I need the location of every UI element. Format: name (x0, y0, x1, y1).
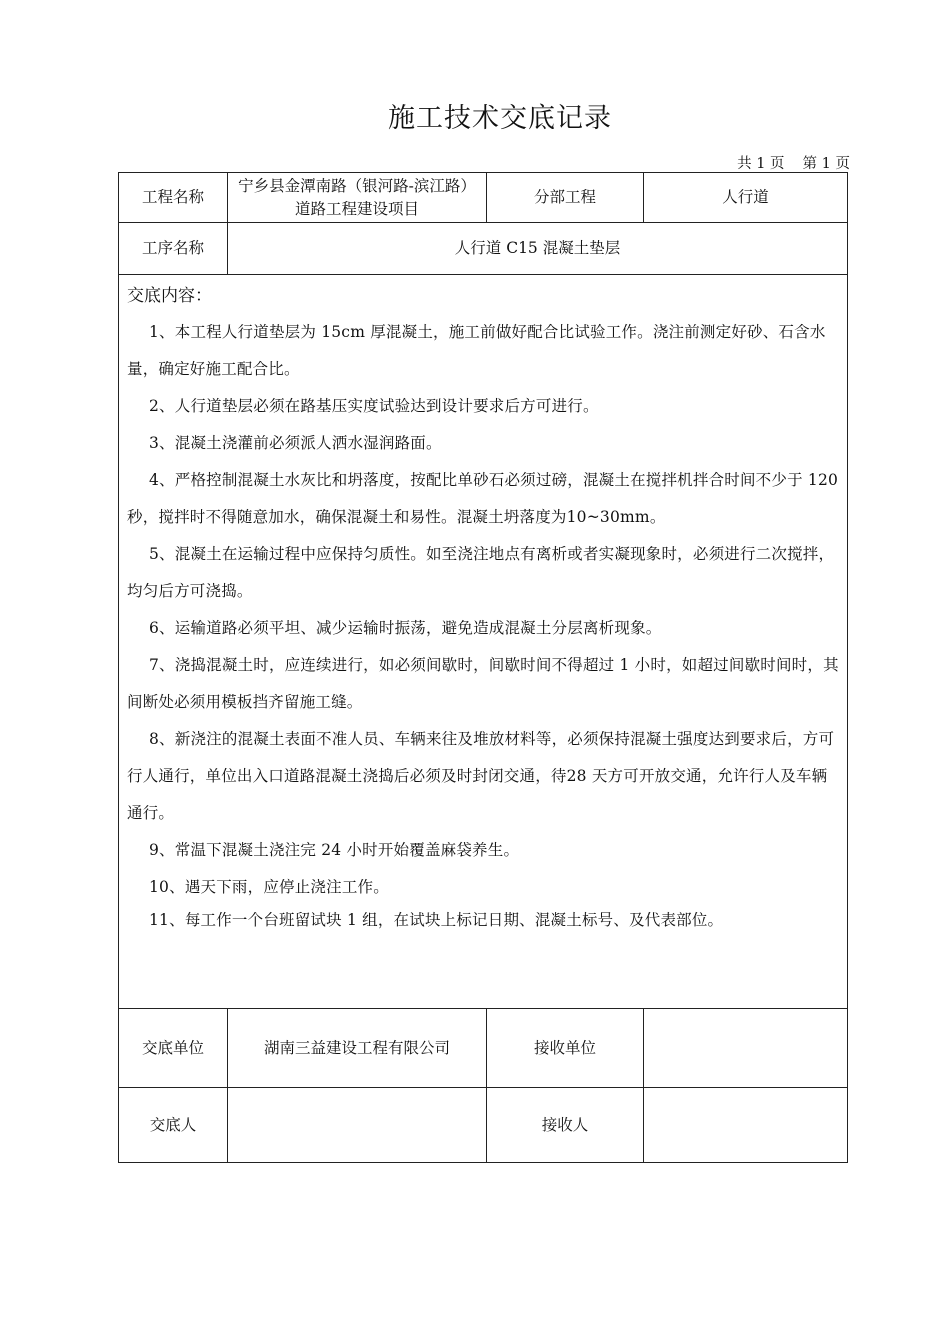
receiver-person-value (644, 1088, 848, 1163)
content-item: 4、严格控制混凝土水灰比和坍落度，按配比单砂石必须过磅，混凝土在搅拌机拌合时间不少于 120 秒，搅拌时不得随意加水，确保混凝土和易性。混凝土坍落度为10~30mm。 (127, 471, 839, 526)
issuer-unit-value: 湖南三益建设工程有限公司 (228, 1009, 487, 1088)
content-item: 3、混凝土浇灌前必须派人洒水湿润路面。 (149, 434, 442, 452)
content-item: 8、新浇注的混凝土表面不准人员、车辆来往及堆放材料等，必须保持混凝土强度达到要求后，方可行人通行，单位出入口道路混凝土浇捣后必须及时封闭交通，待28 天方可开放交通，允许行人及车辆通行。 (127, 730, 835, 822)
content-item: 5、混凝土在运输过程中应保持匀质性。如至浇注地点有离析或者实凝现象时，必须进行二次搅拌，均匀后方可浇捣。 (127, 545, 835, 600)
process-label: 工序名称 (119, 223, 228, 275)
project-name-label: 工程名称 (119, 173, 228, 223)
issuer-unit-label: 交底单位 (119, 1009, 228, 1088)
content-item: 7、浇捣混凝土时，应连续进行，如必须间歇时，间歇时间不得超过 1 小时，如超过间歇时间时，其间断处必须用模板挡齐留施工缝。 (127, 656, 839, 711)
sub-project-value: 人行道 (644, 173, 848, 223)
content-item: 9、常温下混凝土浇注完 24 小时开始覆盖麻袋养生。 (149, 841, 520, 859)
content-item: 2、人行道垫层必须在路基压实度试验达到设计要求后方可进行。 (149, 397, 599, 415)
sub-project-label: 分部工程 (487, 173, 644, 223)
content-item: 6、运输道路必须平坦、减少运输时振荡，避免造成混凝土分层离析现象。 (149, 619, 662, 637)
disclosure-form (118, 172, 848, 1163)
project-name-line2: 道路工程建设项目 (294, 199, 419, 218)
issuer-person-label: 交底人 (119, 1088, 228, 1163)
document-title: 施工技术交底记录 (388, 103, 612, 134)
page-total: 共 1 页 (737, 156, 785, 172)
content-cell (119, 275, 848, 1009)
unit-row (119, 1009, 848, 1088)
person-row (119, 1088, 848, 1163)
project-name-value (228, 173, 487, 223)
content-item: 10、遇天下雨，应停止浇注工作。 (149, 878, 389, 896)
content-item: 1、本工程人行道垫层为 15cm 厚混凝土，施工前做好配合比试验工作。浇注前测定好砂、石含水量，确定好施工配合比。 (127, 323, 826, 378)
content-heading: 交底内容： (127, 286, 212, 306)
page-current: 第 1 页 (802, 156, 850, 172)
receiver-unit-value (644, 1009, 848, 1088)
project-name-line1: 宁乡县金潭南路（银河路-滨江路） (238, 176, 476, 195)
issuer-person-value (228, 1088, 487, 1163)
content-item: 11、每工作一个台班留试块 1 组，在试块上标记日期、混凝土标号、及代表部位。 (149, 911, 724, 929)
page-info (737, 152, 850, 173)
receiver-unit-label: 接收单位 (487, 1009, 644, 1088)
content-row (119, 275, 848, 1009)
process-row (119, 223, 848, 275)
receiver-person-label: 接收人 (487, 1088, 644, 1163)
project-row (119, 173, 848, 223)
process-value: 人行道 C15 混凝土垫层 (228, 223, 848, 275)
